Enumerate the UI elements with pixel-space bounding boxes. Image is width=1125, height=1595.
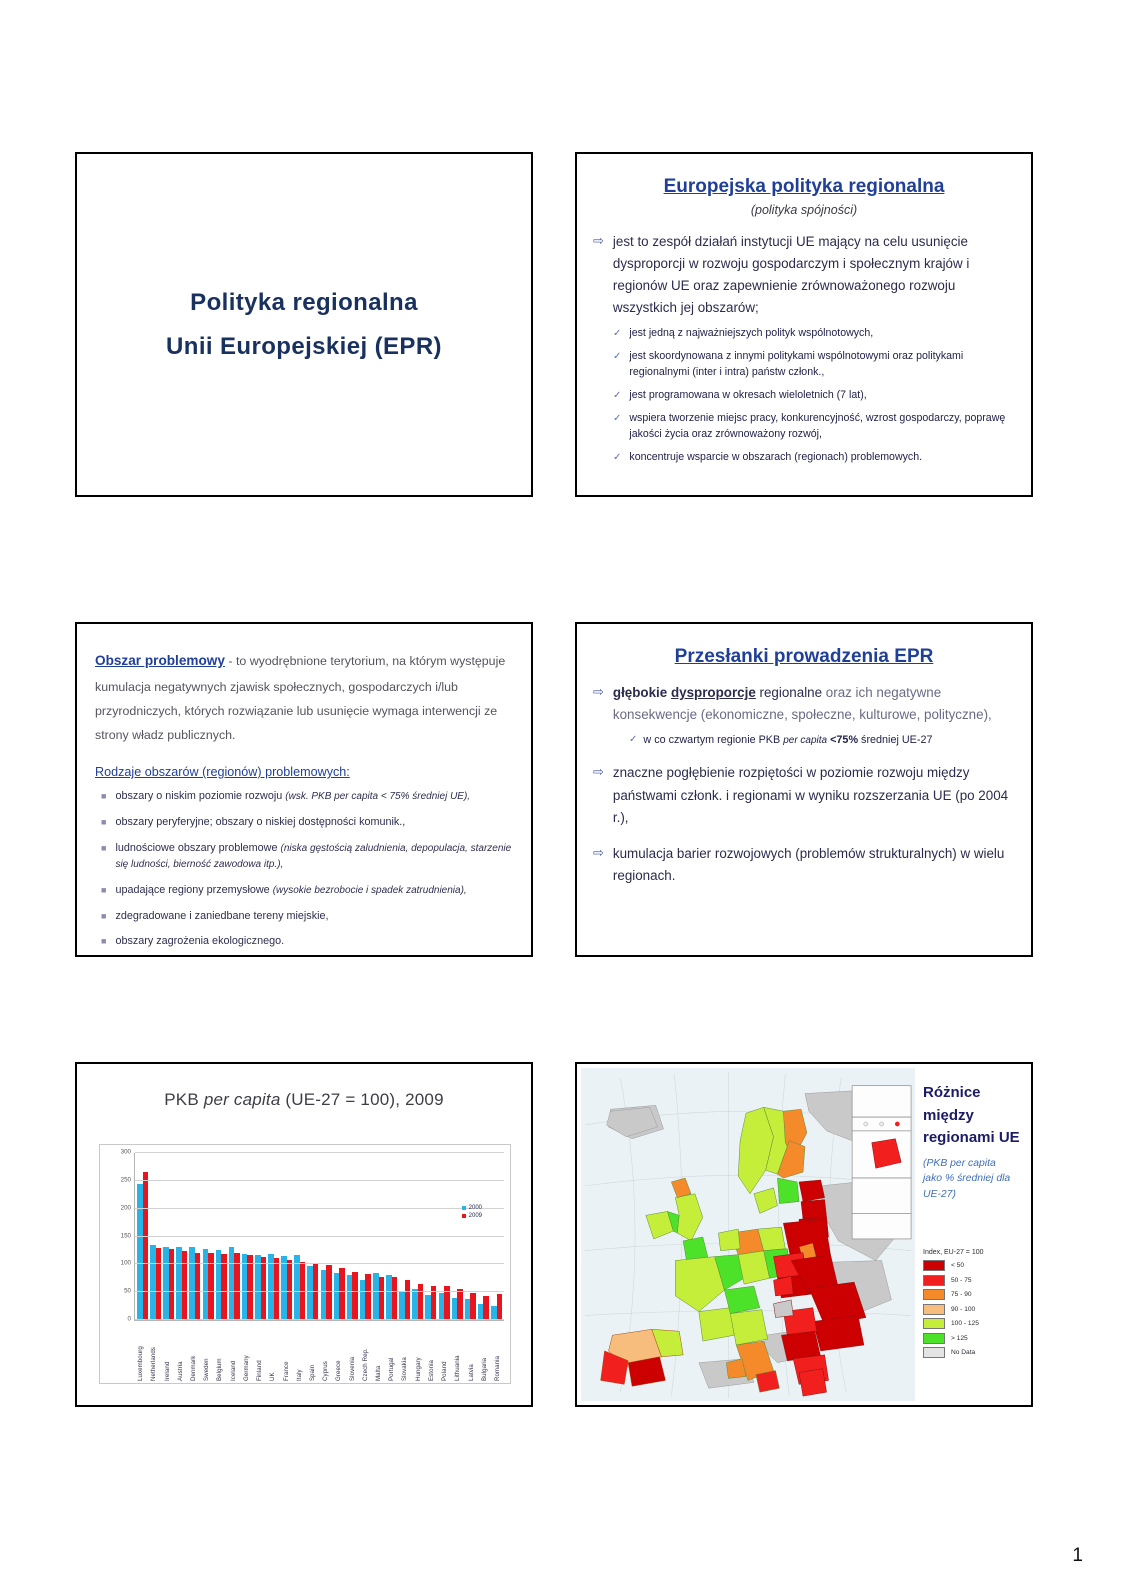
map-legend-item xyxy=(923,1260,984,1271)
list-item-text: ludnościowe obszary problemowe (niska gęstością zaludnienia, depopulacja, starzenie się ludności, bierność zawodowa itp.), xyxy=(115,841,512,871)
chart-bar-group xyxy=(411,1153,424,1320)
chart-y-tick-label: 250 xyxy=(120,1176,131,1184)
chart-x-tick: Greece xyxy=(335,1360,343,1381)
slide2-check-item xyxy=(613,326,1015,342)
map-legend-item xyxy=(923,1333,984,1344)
map-subtitle xyxy=(923,1156,1025,1203)
page-number: 1 xyxy=(1072,1545,1083,1566)
list-item-text: zdegradowane i zaniedbane tereny miejskie, xyxy=(115,909,329,922)
map-legend-swatch xyxy=(923,1333,945,1344)
chart-legend-label: 2000 xyxy=(468,1205,482,1211)
square-bullet-icon: ■ xyxy=(101,791,107,802)
chart-y-tick-label: 0 xyxy=(127,1315,131,1323)
map-legend-label: No Data xyxy=(951,1349,976,1356)
chart-x-tick: UK xyxy=(269,1372,277,1381)
chart-title: PKB per capita (UE-27 = 100), 2009 xyxy=(164,1090,444,1109)
map-legend-label: 75 - 90 xyxy=(951,1291,972,1298)
chart-x-tick: Bulgaria xyxy=(480,1357,488,1381)
map-title xyxy=(923,1082,1025,1150)
chart-x-tick: Estonia xyxy=(427,1359,435,1381)
slide2-check-text: jest skoordynowana z innymi politykami wspólnotowymi oraz politykami regionalnymi (inter i intra) państw członk., xyxy=(629,350,964,379)
arrow-right-icon: ⇨ xyxy=(593,684,604,699)
map-legend-label: 90 - 100 xyxy=(951,1305,976,1313)
map-caption-panel xyxy=(915,1064,1031,1405)
chart-y-tick-label: 200 xyxy=(120,1204,131,1212)
chart-bar-group xyxy=(254,1153,267,1320)
chart-gridline xyxy=(124,1287,504,1295)
slide2-check-item xyxy=(613,450,1015,466)
check-icon: ✓ xyxy=(613,451,622,463)
chart-bar xyxy=(365,1274,371,1320)
chart-bar xyxy=(392,1277,398,1320)
chart-bar-group xyxy=(333,1153,346,1320)
chart-x-tick: Denmark xyxy=(189,1355,197,1381)
chart-x-tick: Portugal xyxy=(388,1357,396,1381)
arrow-right-icon: ⇨ xyxy=(593,764,604,780)
chart-gridline xyxy=(120,1176,504,1184)
list-item xyxy=(101,933,515,950)
chart-legend-swatch xyxy=(462,1214,466,1218)
check-icon: ✓ xyxy=(613,413,622,424)
chart-bar-group xyxy=(320,1153,333,1320)
map-subtitle-line2: jako % średniej dla xyxy=(923,1173,1011,1185)
chart-bar xyxy=(352,1272,358,1320)
presentation-title-line1: Polityka regionalna xyxy=(190,288,418,316)
chart-bar-group xyxy=(162,1153,175,1320)
chart-x-tick: Romania xyxy=(494,1355,502,1381)
arrow-right-icon: ⇨ xyxy=(593,233,604,248)
chart-x-tick: Lithuania xyxy=(454,1355,462,1381)
map-subtitle-line3: UE-27) xyxy=(923,1188,956,1200)
slide4-title: Przesłanki prowadzenia EPR xyxy=(674,646,934,667)
map-legend-item xyxy=(923,1289,984,1300)
map-title-line2: między xyxy=(923,1106,974,1124)
chart-legend-swatch xyxy=(462,1206,466,1210)
map-legend-swatch xyxy=(923,1289,945,1300)
slide4-bullet-2 xyxy=(593,762,1013,828)
slide4-bullet-1 xyxy=(593,682,1013,726)
slide4-bullet-2-text: znaczne pogłębienie rozpiętości w poziomie rozwoju między państwami członk. i regionami w wyniku rozszerzania UE (po 2004 r.), xyxy=(612,765,1009,825)
bar-chart xyxy=(99,1144,511,1384)
chart-legend-label: 2009 xyxy=(468,1213,482,1219)
europe-choropleth-map xyxy=(581,1068,915,1401)
slide2-arrow-bullet-text: jest to zespół działań instytucji UE mający na celu usunięcie dysproporcji w rozwoju gospodarczym i społecznym krajów i regionów UE oraz zapewnienie zrównoważonego rozwoju wszystkich jej obszarów; xyxy=(612,234,970,316)
map-legend-label: 100 - 125 xyxy=(951,1320,979,1327)
map-legend xyxy=(923,1249,984,1362)
list-item xyxy=(101,814,515,831)
square-bullet-icon: ■ xyxy=(101,936,107,947)
chart-x-tick: Italy xyxy=(295,1369,303,1381)
slide2-arrow-bullet xyxy=(593,231,1013,319)
chart-x-tick: Luxembourg xyxy=(137,1346,145,1381)
chart-bar-group xyxy=(293,1153,306,1320)
chart-bar xyxy=(143,1172,149,1320)
chart-bar xyxy=(274,1258,280,1320)
chart-gridline xyxy=(127,1315,504,1323)
slide-regional-differences-map xyxy=(575,1062,1033,1407)
slide-reasons-for-epr xyxy=(575,622,1033,957)
chart-bar-group xyxy=(346,1153,359,1320)
slide-gdp-per-capita-chart xyxy=(75,1062,533,1407)
map-legend-swatch xyxy=(923,1260,945,1271)
slide2-title: Europejska polityka regionalna xyxy=(663,176,945,197)
chart-bar-group xyxy=(464,1153,477,1320)
check-icon: ✓ xyxy=(613,390,622,402)
chart-x-tick: Finland xyxy=(256,1360,264,1381)
chart-plot-area xyxy=(120,1148,504,1323)
chart-bar xyxy=(379,1277,385,1320)
slide2-check-item xyxy=(613,388,1015,404)
chart-legend xyxy=(462,1205,482,1221)
map-legend-swatch xyxy=(923,1347,945,1358)
chart-x-tick: Netherlands xyxy=(150,1347,158,1381)
chart-bar-group xyxy=(490,1153,503,1320)
map-legend-label: > 125 xyxy=(951,1334,968,1342)
square-bullet-icon: ■ xyxy=(101,816,107,827)
chart-legend-item xyxy=(462,1205,482,1211)
chart-bar-group xyxy=(385,1153,398,1320)
chart-y-tick-label: 100 xyxy=(120,1259,131,1267)
chart-bar xyxy=(247,1255,253,1320)
slide4-subbullet-1 xyxy=(629,732,1015,748)
slide3-list-header: Rodzaje obszarów (regionów) problemowych: xyxy=(95,765,350,780)
chart-bar xyxy=(483,1296,489,1320)
chart-bar-group xyxy=(175,1153,188,1320)
map-legend-item xyxy=(923,1347,984,1358)
map-legend-item xyxy=(923,1304,984,1315)
chart-x-tick: Germany xyxy=(242,1355,250,1381)
square-bullet-icon: ■ xyxy=(101,885,107,895)
chart-bar-group xyxy=(438,1153,451,1320)
slide-european-regional-policy xyxy=(575,152,1033,497)
chart-x-tick: Iceland xyxy=(229,1360,237,1381)
slide-problem-area xyxy=(75,622,533,957)
chart-bar xyxy=(405,1280,411,1320)
chart-x-tick: Belgium xyxy=(216,1358,224,1381)
chart-bar-group xyxy=(451,1153,464,1320)
slide3-definition xyxy=(95,648,511,747)
chart-bar-group xyxy=(359,1153,372,1320)
map-legend-swatch xyxy=(923,1304,945,1315)
slide3-term: Obszar problemowy xyxy=(95,653,225,668)
list-item-text: obszary peryferyjne; obszary o niskiej dostępności komunik., xyxy=(115,815,406,828)
chart-x-tick: Poland xyxy=(441,1361,449,1381)
slide4-bullet-3 xyxy=(593,843,1013,887)
chart-bar xyxy=(497,1294,503,1320)
slide4-bullet-3-text: kumulacja barier rozwojowych (problemów strukturalnych) w wielu regionach. xyxy=(612,845,1005,883)
chart-bar-group xyxy=(398,1153,411,1320)
chart-bar xyxy=(326,1265,332,1320)
check-icon: ✓ xyxy=(613,351,622,363)
chart-y-tick-label: 50 xyxy=(124,1287,131,1295)
slide2-check-item xyxy=(613,349,1015,381)
chart-bar xyxy=(418,1284,424,1320)
slide-title xyxy=(75,152,533,497)
chart-x-tick: Austria xyxy=(176,1361,184,1381)
chart-x-tick: Cyprus xyxy=(322,1361,330,1381)
chart-x-tick: Malta xyxy=(375,1365,383,1381)
map-title-line3: regionami UE xyxy=(923,1129,1020,1146)
chart-x-tick: Hungary xyxy=(414,1357,422,1381)
check-icon: ✓ xyxy=(613,328,622,340)
chart-bar xyxy=(182,1251,188,1320)
map-legend-label: < 50 xyxy=(951,1262,965,1269)
slide4-bullet-1-text: głębokie dysproporcje regionalne oraz ich negatywne konsekwencje (ekonomiczne, społeczne, kulturowe, polityczne), xyxy=(612,685,992,723)
list-item xyxy=(101,840,515,873)
chart-x-tick: Slovakia xyxy=(401,1357,409,1381)
square-bullet-icon: ■ xyxy=(101,910,107,921)
chart-legend-item xyxy=(462,1213,482,1219)
list-item-text: obszary zagrożenia ekologicznego. xyxy=(115,935,285,948)
chart-bar-group xyxy=(188,1153,201,1320)
chart-x-tick: Sweden xyxy=(203,1358,211,1381)
chart-bar xyxy=(470,1293,476,1320)
chart-bar-group xyxy=(136,1153,149,1320)
map-subtitle-line1: (PKB per capita xyxy=(923,1157,996,1169)
map-title-line1: Różnice xyxy=(923,1084,981,1101)
chart-y-tick-label: 150 xyxy=(120,1232,131,1239)
chart-bar-group xyxy=(280,1153,293,1320)
slide4-subbullet-1-text: w co czwartym regionie PKB per capita <75% średniej UE-27 xyxy=(643,734,933,747)
chart-bar xyxy=(169,1249,175,1320)
map-legend-item xyxy=(923,1318,984,1329)
chart-x-tick: Ireland xyxy=(163,1361,171,1381)
slide2-subtitle: (polityka spójności) xyxy=(750,203,858,217)
chart-bar-group xyxy=(241,1153,254,1320)
chart-x-tick: Slovenia xyxy=(348,1356,356,1381)
chart-x-tick: France xyxy=(282,1361,290,1381)
chart-bar-group xyxy=(372,1153,385,1320)
slide2-check-text: koncentruje wsparcie w obszarach (regionach) problemowych. xyxy=(629,450,923,463)
map-legend-label: 50 - 75 xyxy=(951,1276,972,1284)
list-item-text: obszary o niskim poziomie rozwoju (wsk. PKB per capita < 75% średniej UE), xyxy=(115,790,471,803)
list-item xyxy=(101,882,515,899)
slide2-check-text: wspiera tworzenie miejsc pracy, konkurencyjność, wzrost gospodarczy, poprawę jakości życia oraz zrównoważony rozwój, xyxy=(629,412,1006,440)
chart-bar-group xyxy=(228,1153,241,1320)
chart-bar-group xyxy=(424,1153,437,1320)
map-legend-swatch xyxy=(923,1318,945,1329)
chart-bar xyxy=(261,1257,267,1320)
check-icon: ✓ xyxy=(629,734,638,746)
list-item xyxy=(101,788,515,805)
chart-gridline xyxy=(120,1148,504,1156)
chart-bar-group xyxy=(267,1153,280,1320)
chart-gridline xyxy=(120,1259,504,1267)
arrow-right-icon: ⇨ xyxy=(593,844,604,860)
square-bullet-icon: ■ xyxy=(101,842,107,853)
chart-x-tick: Latvia xyxy=(467,1364,475,1381)
slide3-definition-text: - to wyodrębnione terytorium, na którym występuje kumulacja negatywnych zjawisk społecznych, gospodarczych i/lub przyrodniczych, których rozwiązanie lub usunięcie wymaga interwencji ze strony władz publicznych. xyxy=(95,654,506,742)
chart-y-tick-label: 300 xyxy=(120,1148,131,1156)
presentation-title-line2: Unii Europejskiej (EPR) xyxy=(166,332,442,360)
chart-bars xyxy=(135,1153,504,1320)
map-legend-item xyxy=(923,1275,984,1286)
slide2-check-text: jest jedną z najważniejszych polityk wspólnotowych, xyxy=(629,327,874,340)
chart-gridline xyxy=(120,1232,504,1239)
map-legend-title: Index, EU-27 = 100 xyxy=(923,1249,984,1256)
list-item-text: upadające regiony przemysłowe (wysokie bezrobocie i spadek zatrudnienia), xyxy=(115,884,467,896)
chart-bar xyxy=(457,1289,463,1320)
chart-x-tick: Spain xyxy=(308,1364,316,1381)
slide2-check-item xyxy=(613,411,1015,443)
map-graphic xyxy=(581,1068,915,1401)
chart-bar-group xyxy=(202,1153,215,1320)
slide2-check-text: jest programowana w okresach wieloletnich (7 lat), xyxy=(629,389,867,402)
chart-bar-group xyxy=(215,1153,228,1320)
chart-bar xyxy=(156,1248,162,1320)
chart-bar-group xyxy=(149,1153,162,1320)
chart-x-tick: Czech Rep. xyxy=(361,1348,369,1381)
chart-bar xyxy=(339,1268,345,1320)
chart-bar-group xyxy=(306,1153,319,1320)
chart-bar-group xyxy=(477,1153,490,1320)
list-item xyxy=(101,908,515,925)
map-legend-swatch xyxy=(923,1275,945,1286)
chart-x-axis-labels xyxy=(134,1323,504,1381)
